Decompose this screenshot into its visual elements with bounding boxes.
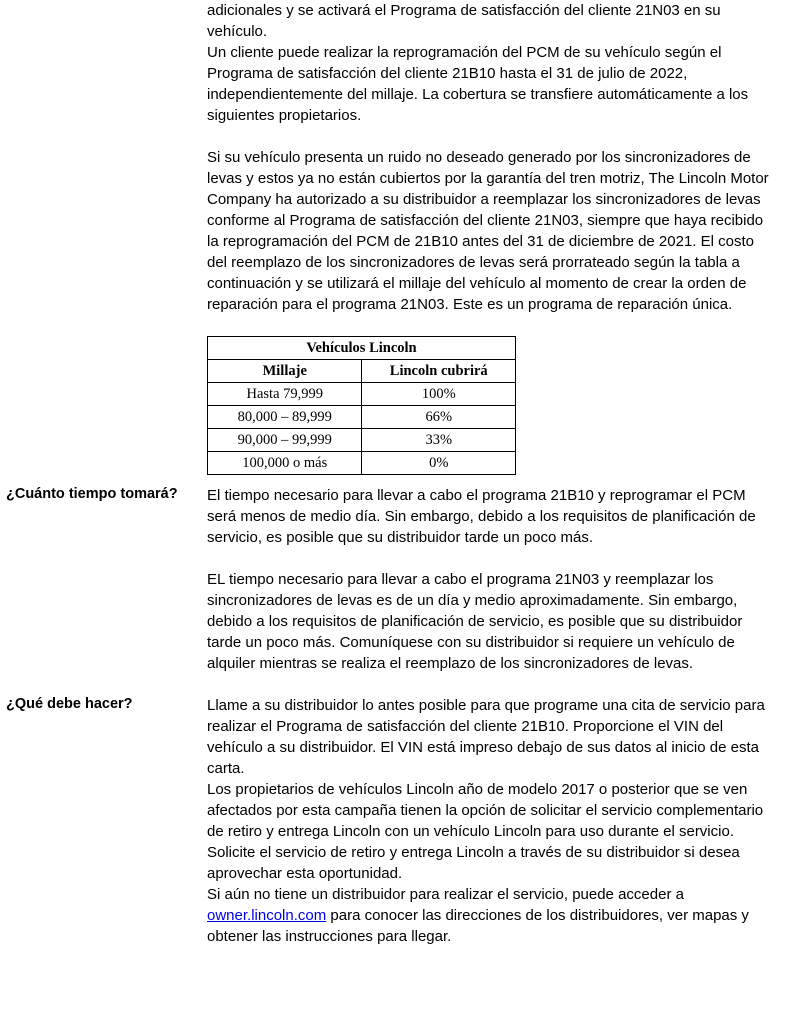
table-cell-mileage: 100,000 o más xyxy=(208,452,362,475)
paragraph: Un cliente puede realizar la reprogramación del PCM de su vehículo según el Programa de satisfacción del cliente 21B10 hasta el 31 de julio de 2022, independientemente del millaje. La cobertura se transfiere automáticamente a los siguientes propietarios. xyxy=(207,44,749,124)
table-cell-mileage: Hasta 79,999 xyxy=(208,383,362,406)
paragraph-text-after-link: para conocer las direcciones de los distribuidores, ver mapas y obtener las instrucciones para llegar. xyxy=(207,907,749,945)
paragraph: Los propietarios de vehículos Lincoln año de modelo 2017 o posterior que se ven afectados por esta campaña tienen la opción de solicitar el servicio complementario de retiro y entrega Lincoln con un vehículo Lincoln para uso durante el servicio. Solicite el servicio de retiro y entrega Lincoln a través de su distribuidor si desea aprovechar esta oportunidad. xyxy=(207,781,764,882)
table-cell-mileage: 90,000 – 99,999 xyxy=(208,429,362,452)
section-tiempo-label: ¿Cuánto tiempo tomará? xyxy=(6,486,178,502)
paragraph: Llame a su distribuidor lo antes posible para que programe una cita de servicio para realizar el Programa de satisfacción del cliente 21B10. Proporcione el VIN del vehículo a su distribuidor. El VIN está impreso debajo de sus datos al inicio de esta carta. xyxy=(207,697,765,777)
table-caption-row xyxy=(208,337,516,360)
paragraph-text-before-link: Si aún no tiene un distribuidor para realizar el servicio, puede acceder a xyxy=(207,886,684,903)
table-cell-coverage: 66% xyxy=(362,406,516,429)
paragraph: EL tiempo necesario para llevar a cabo el programa 21N03 y reemplazar los sincronizadores de levas es de un día y medio aproximadamente. Sin embargo, debido a los requisitos de planificación de servicio, es posible que su distribuidor tarde un poco más. Comuníquese con su distribuidor si requiere un vehículo de alquiler mientras se realiza el reemplazo de los sincronizadores de levas. xyxy=(207,571,743,672)
table-row xyxy=(208,383,516,406)
table-caption-cell: Vehículos Lincoln xyxy=(208,337,516,360)
paragraph: Si su vehículo presenta un ruido no deseado generado por los sincronizadores de levas y estos ya no están cubiertos por la garantía del tren motriz, The Lincoln Motor Company ha autorizado a su distribuidor a reemplazar los sincronizadores de levas conforme al Programa de satisfacción del cliente 21N03, siempre que haya recibido la reprogramación del PCM de 21B10 antes del 31 de diciembre de 2021. El costo del reemplazo de los sincronizadores de levas será prorrateado según la tabla a continuación y se utilizará el millaje del vehículo al momento de crear la orden de reparación para el programa 21N03. Este es un programa de reparación única. xyxy=(207,149,769,313)
table-header-cell-millaje: Millaje xyxy=(208,360,362,383)
paragraph: El tiempo necesario para llevar a cabo el programa 21B10 y reprogramar el PCM será menos de medio día. Sin embargo, debido a los requisitos de planificación de servicio, es posible que su distribuidor tarde un poco más. xyxy=(207,487,756,546)
owner-lincoln-link[interactable]: owner.lincoln.com xyxy=(207,907,327,924)
section-spacer xyxy=(0,477,788,485)
table-row xyxy=(208,406,516,429)
paragraph: adicionales y se activará el Programa de satisfacción del cliente 21N03 en su vehículo. xyxy=(207,2,721,40)
section-spacer xyxy=(0,674,788,695)
section-hacer xyxy=(0,695,788,947)
table-header-row xyxy=(208,360,516,383)
paragraph-with-link xyxy=(207,884,773,947)
section-intro-body xyxy=(207,0,781,477)
table-row xyxy=(208,429,516,452)
table-row xyxy=(208,452,516,475)
section-intro-label xyxy=(0,0,207,477)
section-intro xyxy=(0,0,788,477)
coverage-table-wrapper xyxy=(207,336,773,475)
table-header-cell-cobertura: Lincoln cubrirá xyxy=(362,360,516,383)
section-tiempo xyxy=(0,485,788,674)
table-cell-coverage: 100% xyxy=(362,383,516,406)
section-hacer-body xyxy=(207,695,781,947)
section-hacer-label: ¿Qué debe hacer? xyxy=(6,696,133,712)
section-tiempo-body xyxy=(207,485,781,674)
table-cell-coverage: 33% xyxy=(362,429,516,452)
table-cell-coverage: 0% xyxy=(362,452,516,475)
table-cell-mileage: 80,000 – 89,999 xyxy=(208,406,362,429)
coverage-table xyxy=(207,336,516,475)
